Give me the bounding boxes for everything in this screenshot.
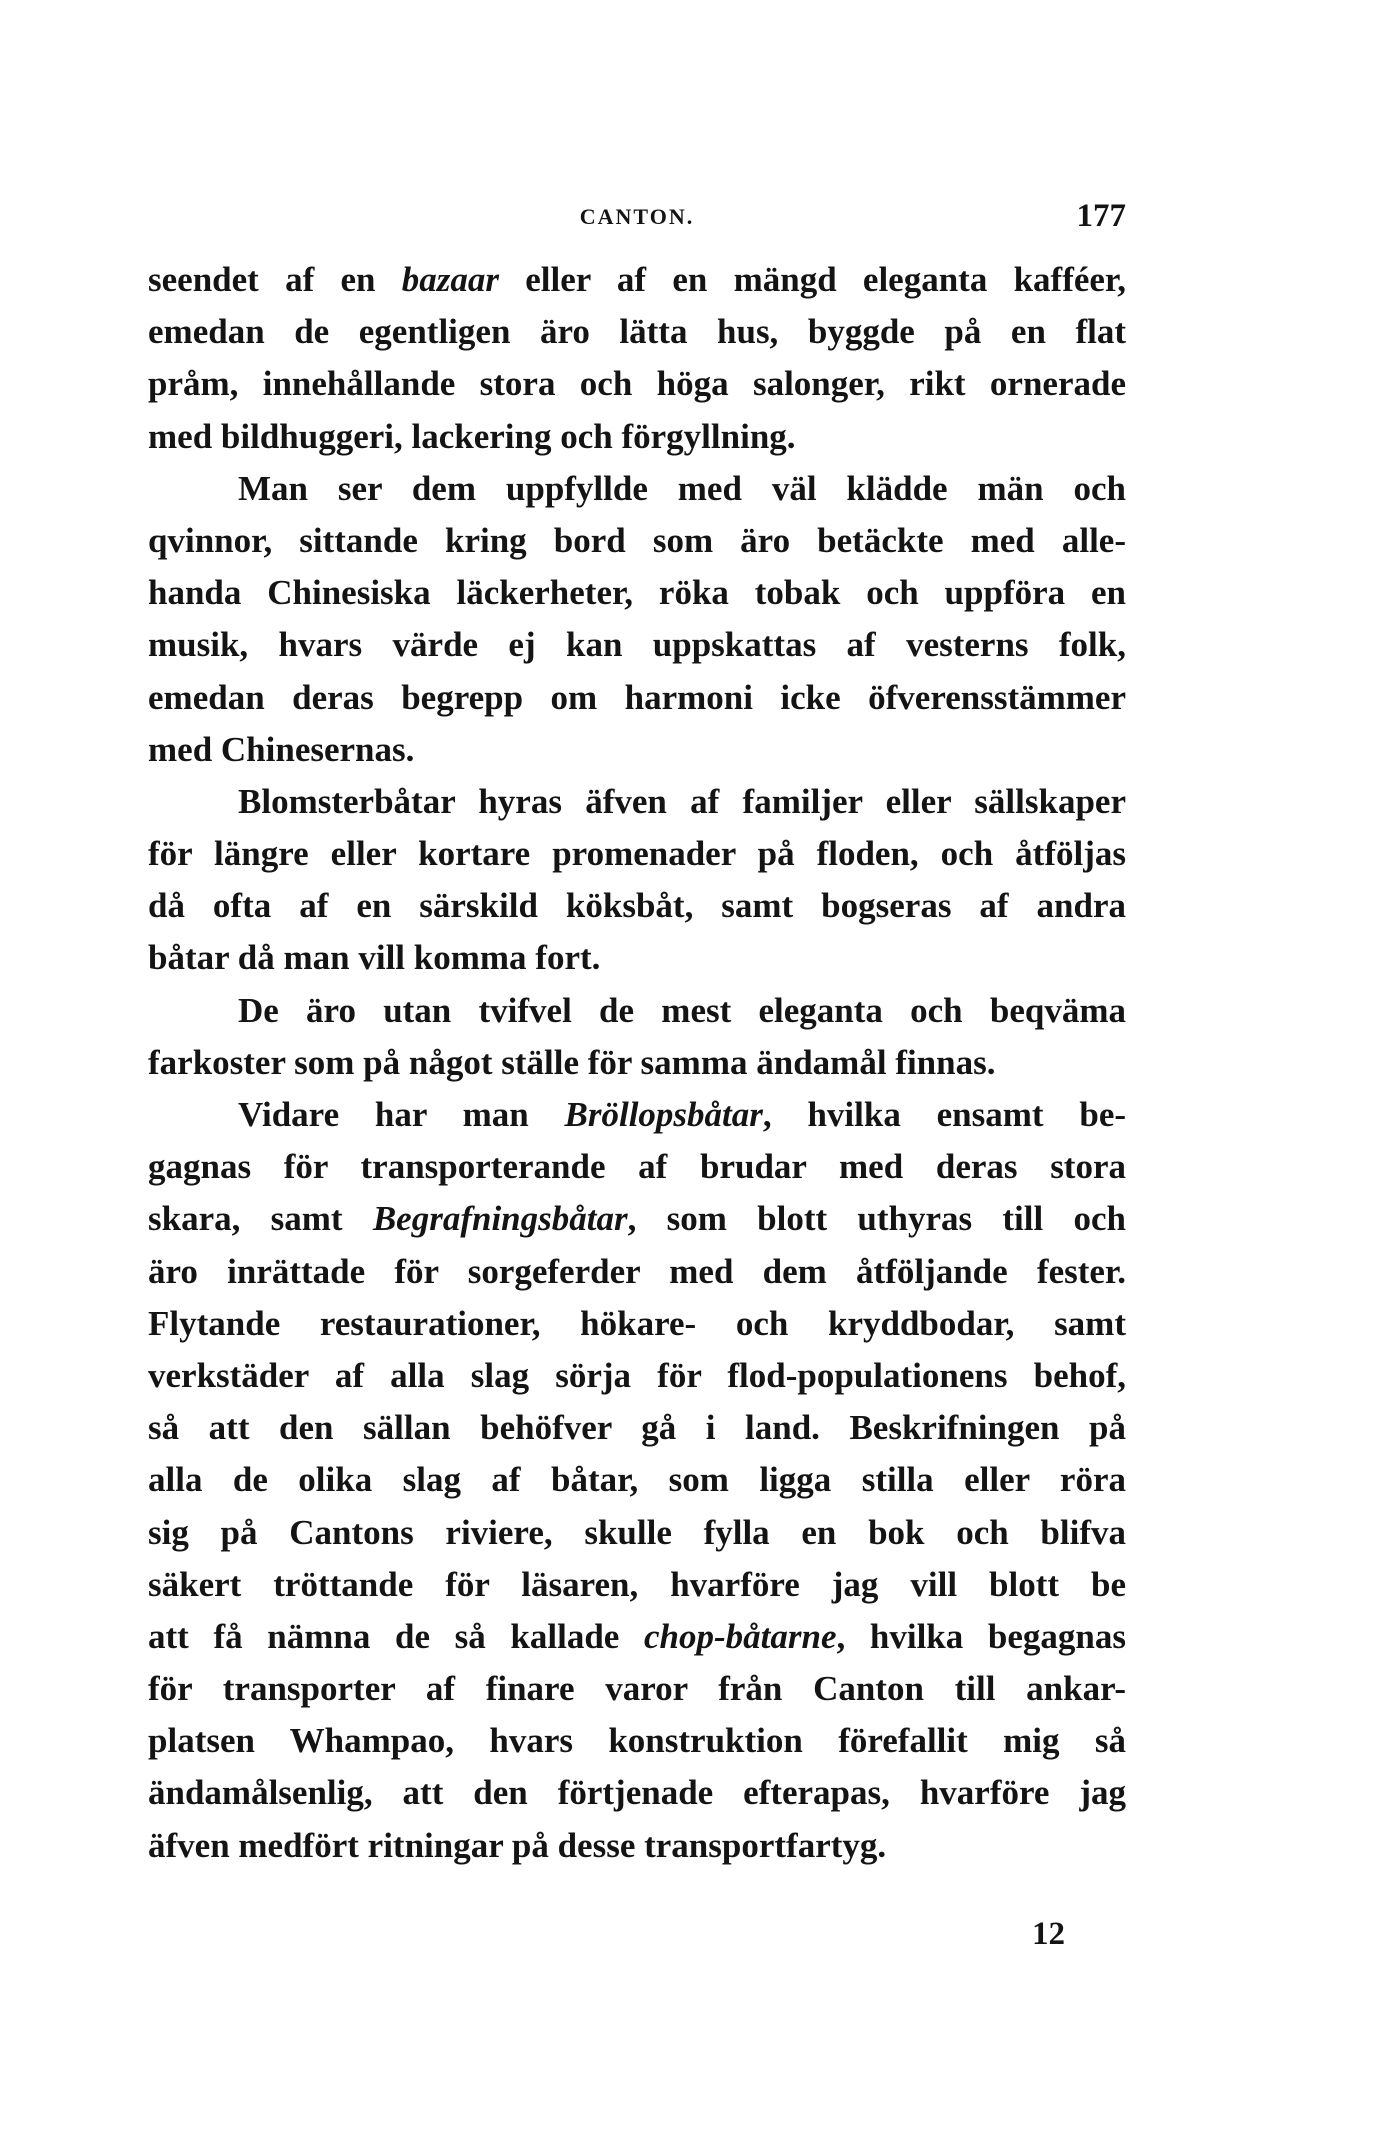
text-line: så att den sällan behöfver gå i land. Beskrifningen på [148,1408,1126,1448]
text-line: verkstäder af alla slag sörja för flod-populationens behof, [148,1355,1126,1395]
paragraph-start-line: Blomsterbåtar hyras äfven af familjer eller sällskaper [238,781,1126,821]
text-line: alla de olika slag af båtar, som ligga stilla eller röra [148,1460,1126,1500]
text-line: qvinnor, sittande kring bord som äro betäckte med alle- [148,520,1126,560]
text-line: emedan de egentligen äro lätta hus, byggde på en flat [148,312,1126,352]
italic-term: Begrafningsbåtar [372,1199,628,1239]
signature-mark: 12 [1032,1916,1065,1952]
text-line: platsen Whampao, hvars konstruktion förefallit mig så [148,1721,1126,1761]
text-line: säkert tröttande för läsaren, hvarföre jag vill blott be [148,1564,1126,1604]
text-line: seendet af en bazaar eller af en mängd eleganta kafféer, [148,260,1126,299]
text-line: då ofta af en särskild köksbåt, samt bogseras af andra [148,886,1126,926]
italic-term: chop-båtarne [643,1616,837,1656]
text-line: båtar då man vill komma fort. [148,938,601,978]
text-line: Flytande restaurationer, hökare- och kryddbodar, samt [148,1303,1126,1343]
body-text [148,254,1126,1872]
text-line: emedan deras begrepp om harmoni icke öfverensstämmer [148,677,1126,717]
text-line: för längre eller kortare promenader på floden, och åtföljas [148,834,1126,874]
page-number: 177 [1076,198,1126,234]
text-line: handa Chinesiska läckerheter, röka tobak och uppföra en [148,573,1126,613]
text-line: att få nämna de så kallade chop-båtarne, hvilka begagnas [148,1616,1126,1656]
paragraph-start-line: De äro utan tvifvel de mest eleganta och beqväma [238,990,1126,1030]
paragraph-start-line: Vidare har man Bröllopsbåtar, hvilka ensamt be- [238,1095,1126,1134]
text-line: pråm, innehållande stora och höga salonger, rikt ornerade [148,364,1126,404]
text-line: för transporter af finare varor från Canton till ankar- [148,1669,1126,1709]
text-line: sig på Cantons riviere, skulle fylla en bok och blifva [148,1512,1126,1552]
running-title: CANTON. [579,204,695,229]
text-line: äfven medfört ritningar på desse transportfartyg. [148,1825,887,1865]
text-line: skara, samt Begrafningsbåtar, som blott uthyras till och [148,1199,1126,1239]
italic-term: bazaar [401,260,499,299]
text-line: farkoster som på något ställe för samma ändamål finnas. [148,1042,996,1082]
text-line: med Chinesernas. [148,729,415,769]
text-line: med bildhuggeri, lackering och förgyllning. [148,416,796,456]
text-line: ändamålsenlig, att den förtjenade efterapas, hvarföre jag [148,1773,1126,1813]
italic-term: Bröllopsbåtar [564,1095,763,1134]
text-line: äro inrättade för sorgeferder med dem åtföljande fester. [148,1251,1126,1291]
running-head [148,198,1126,238]
paragraph-start-line: Man ser dem uppfyllde med väl klädde män och [238,468,1126,508]
text-line: musik, hvars värde ej kan uppskattas af vesterns folk, [148,625,1126,665]
text-line: gagnas för transporterande af brudar med deras stora [148,1147,1126,1187]
